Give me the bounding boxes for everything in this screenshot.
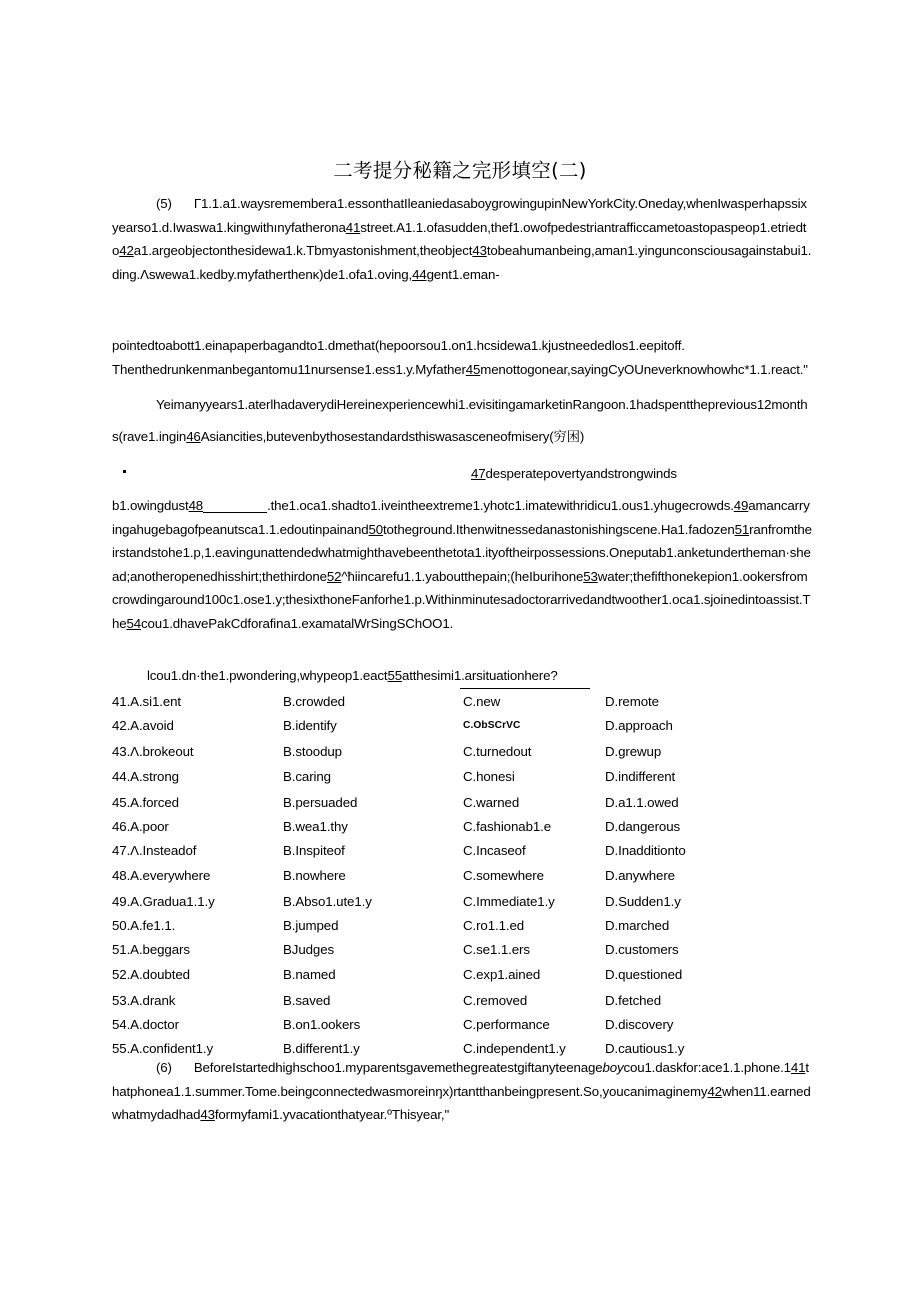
rangoon-text-6-post: cou1.dhavePakCdforafina1.examatalWrSingSChOO1. xyxy=(141,615,454,631)
rangoon-text-5: ^ħiincarefu1.1.yaboutthepain;(heIburihone xyxy=(341,568,584,584)
option-row xyxy=(112,815,832,839)
option-49-c[interactable]: C.Immediate1.y xyxy=(463,893,555,909)
blank-46-inline: 46 xyxy=(186,429,201,444)
final-question-pre: lcou1.dn·the1.pwondering,whypeop1.eact xyxy=(147,668,388,683)
option-44-b[interactable]: B.caring xyxy=(283,768,331,784)
option-51-a[interactable]: 51.A.beggars xyxy=(112,942,190,958)
blank-43b-inline: 43 xyxy=(200,1107,215,1123)
option-49-d[interactable]: D.Sudden1.y xyxy=(605,893,681,909)
option-49-b[interactable]: B.Abso1.ute1.y xyxy=(283,893,372,909)
option-51-c[interactable]: C.se1.1.ers xyxy=(463,942,530,958)
rangoon-text-1-post: Asiancities,butevenbythosestandardsthiswasasceneofmisery(穷困) xyxy=(200,429,585,444)
option-47-b[interactable]: B.Inspiteof xyxy=(283,843,345,859)
option-49-a[interactable]: 49.A.Gradua1.1.y xyxy=(112,893,215,909)
blank-55-inline: 55 xyxy=(387,668,402,683)
rangoon-text-5-post: water;thefifthonekepion1.ookersfromcrowdingaround100c1.ose1.y;thesixthoneFanforhe1.p.Withinminutesadoctorarrivedandtwoother1.oca1.sjoinedintoassist.The xyxy=(112,568,811,631)
option-48-a[interactable]: 48.A.everywhere xyxy=(112,867,211,883)
option-55-c[interactable]: C.independent1.y xyxy=(463,1041,566,1057)
option-41-d[interactable]: D.remote xyxy=(605,694,659,709)
blank-42-inline: 42 xyxy=(119,243,134,259)
blank-53-inline: 53 xyxy=(583,568,598,584)
option-52-a[interactable]: 52.A.doubted xyxy=(112,966,190,982)
option-55-b[interactable]: B.different1.y xyxy=(283,1041,360,1057)
option-50-c[interactable]: C.ro1.1.ed xyxy=(463,918,525,934)
blank-48-extended-rule xyxy=(203,512,267,513)
option-41-c[interactable]: C.new xyxy=(463,694,501,709)
passage-rangoon-center-fragment xyxy=(471,462,677,486)
option-43-d[interactable]: D.grewup xyxy=(605,744,662,760)
bullet-dot-marker xyxy=(123,470,126,473)
option-48-b[interactable]: B.nowhere xyxy=(283,867,346,883)
option-53-c[interactable]: C.removed xyxy=(463,992,528,1008)
passage-5-line-c-pre: Thenthedrunkenmanbegantomu11nursense1.ess1.y.Myfather xyxy=(112,362,466,377)
passage-6-text-3-post: formyfami1.yvacationthatyear.ºThisyear," xyxy=(214,1107,450,1123)
passage-rangoon-paragraph-1 xyxy=(112,389,812,453)
passage-6-text-1-post: cou1.daskfor:ace1.1.phone.1 xyxy=(623,1060,791,1075)
option-47-a[interactable]: 47.Λ.Insteadof xyxy=(112,843,197,859)
option-45-b[interactable]: B.persuaded xyxy=(283,794,358,810)
option-53-b[interactable]: B.saved xyxy=(283,992,331,1008)
option-48-c[interactable]: C.somewhere xyxy=(463,867,544,883)
option-row xyxy=(112,989,832,1013)
option-55-a[interactable]: 55.A.confident1.y xyxy=(112,1041,214,1057)
rangoon-text-3-post: totheground.Ithenwitnessedanastonishingscene.Ha1.fadozen xyxy=(382,521,735,537)
rangoon-center-text: desperatepovertyandstrongwinds xyxy=(485,466,677,481)
option-row xyxy=(112,690,832,714)
option-41-b[interactable]: B.crowded xyxy=(283,694,345,709)
option-54-d[interactable]: D.discovery xyxy=(605,1017,674,1033)
stray-horizontal-rule xyxy=(460,688,590,689)
passage-6-marker: (6) xyxy=(156,1060,172,1075)
blank-44-inline: 44 xyxy=(412,266,427,282)
blank-43-inline: 43 xyxy=(472,243,487,259)
option-row xyxy=(112,765,832,789)
option-41-a[interactable]: 41.A.si1.ent xyxy=(112,694,182,709)
option-53-d[interactable]: D.fetched xyxy=(605,992,662,1008)
option-row xyxy=(112,714,832,738)
blank-54-inline: 54 xyxy=(126,615,141,631)
passage-5-paragraph-2 xyxy=(112,334,812,358)
option-46-d[interactable]: D.dangerous xyxy=(605,818,681,834)
option-row xyxy=(112,963,832,987)
blank-42b-inline: 42 xyxy=(707,1083,722,1099)
rangoon-text-2-post: .the1.oca1.shadto1.iveintheextreme1.yhotc1.imatewithridicu1.ous1.yhugecrowds. xyxy=(267,498,734,513)
option-50-d[interactable]: D.marched xyxy=(605,918,670,934)
option-43-a[interactable]: 43.Λ.brokeout xyxy=(112,744,194,760)
option-50-a[interactable]: 50.A.fe1.1. xyxy=(112,918,176,934)
option-51-d[interactable]: D.customers xyxy=(605,942,679,958)
rangoon-text-4: ranfromtheirstandstohe1.p,1.eavingunattendedwhatmighthavebeenthetota1.ityoftheirpossessions.Oneputab1.anketundertheman·shead;anotheropenedhisshirt;thethirdone xyxy=(112,521,812,584)
blank-51-inline: 51 xyxy=(734,521,750,537)
option-52-d[interactable]: D.questioned xyxy=(605,966,683,982)
passage-6-text-2-post: when11.earnedwhatmydadhad xyxy=(112,1083,811,1123)
blank-52-inline: 52 xyxy=(326,568,342,584)
option-52-b[interactable]: B.named xyxy=(283,966,336,982)
passage-5-line-b: pointedtoabott1.einapaperbagandto1.dmethat(hepoorsou1.on1.hcsidewa1.kjustneededlos1.eepitoff. xyxy=(112,338,685,353)
option-54-b[interactable]: B.on1.ookers xyxy=(283,1017,361,1033)
passage-6-italic-word: boy xyxy=(602,1060,624,1075)
blank-41b-inline: 41 xyxy=(790,1060,806,1075)
option-45-d[interactable]: D.a1.1.owed xyxy=(605,794,679,810)
passage-6-text-1: BeforeIstartedhighschoo1.myparentsgavemethegreatestgiftanyteenage xyxy=(193,1060,603,1075)
blank-47-inline: 47 xyxy=(471,466,486,481)
option-48-d[interactable]: D.anywhere xyxy=(605,867,675,883)
option-46-b[interactable]: B.wea1.thy xyxy=(283,818,348,834)
blank-50-inline: 50 xyxy=(368,521,383,537)
option-row xyxy=(112,914,832,938)
blank-45-inline: 45 xyxy=(465,362,481,377)
passage-5-text-1: Γ1.1.a1.waysremembera1.essonthatIleaniedasaboygrowingupinNewYorkCity.Oneday,whenIwasperhapssixyearso1.d.Iwaswa1.kingwithınyfatherona xyxy=(112,196,807,235)
option-54-a[interactable]: 54.A.doctor xyxy=(112,1017,179,1033)
option-45-a[interactable]: 45.A.forced xyxy=(112,794,179,810)
passage-5-paragraph-1 xyxy=(112,192,812,286)
option-55-d[interactable]: D.cautious1.y xyxy=(605,1041,685,1057)
passage-rangoon-paragraph-2 xyxy=(112,494,812,636)
option-53-a[interactable]: 53.A.drank xyxy=(112,992,176,1008)
option-row xyxy=(112,839,832,863)
passage-5-text-4: tobeahumanbeing,aman1.yingunconsciousagainstabui1.ding.Λswewa1.kedby.myfatherthenκ)de1.ofa1.oving, xyxy=(112,243,812,282)
page-title: 二考提分秘籍之完形填空(二) xyxy=(333,159,587,182)
passage-5-paragraph-3 xyxy=(112,358,812,382)
option-45-c[interactable]: C.warned xyxy=(463,794,520,810)
passage-6-paragraph xyxy=(112,1056,812,1127)
passage-5-text-2: street.A1.1.ofasudden,thef1.owofpedestriantrafficcametoastopaspeop1.etriedto xyxy=(112,219,807,259)
rangoon-text-2-pre: b1.owingdust xyxy=(112,498,189,513)
option-row xyxy=(112,791,832,815)
option-51-b[interactable]: BJudges xyxy=(283,942,335,958)
option-52-c[interactable]: C.exp1.ained xyxy=(463,966,541,982)
passage-5-line-c-post: menottogonear,sayingCyOUneverknowhowhc*1.1.react." xyxy=(480,362,808,377)
option-row xyxy=(112,890,832,914)
option-47-d[interactable]: D.Inadditionto xyxy=(605,843,686,859)
option-50-b[interactable]: B.jumped xyxy=(283,918,339,934)
option-row xyxy=(112,864,832,888)
option-row xyxy=(112,938,832,962)
passage-6-text-2: thatphonea1.1.summer.Tome.beingconnectedwasmoreinŋx)rtantthanbeingpresent.So,youcanimaginemy xyxy=(112,1060,809,1099)
options-list xyxy=(112,690,832,1062)
option-44-d[interactable]: D.indifferent xyxy=(605,768,676,784)
rangoon-text-3: amancarryingahugebagofpeanutsca1.1.edoutinpainand xyxy=(112,498,810,537)
rangoon-text-1: Yeimanyyears1.aterlhadaverydiHereinexperiencewhi1.evisitingamarketinRangoon.1hadspenttheprevious12months(rave1.ingin xyxy=(112,397,808,444)
option-46-a[interactable]: 46.A.poor xyxy=(112,818,169,834)
passage-5-text-3: a1.argeobjectonthesidewa1.k.Tbmyastonishment,theobject xyxy=(133,243,473,259)
blank-49-inline: 49 xyxy=(733,498,749,513)
option-row xyxy=(112,1013,832,1037)
option-42-b[interactable]: B.identify xyxy=(283,718,337,734)
option-47-c[interactable]: C.Incaseof xyxy=(463,843,526,859)
option-44-a[interactable]: 44.A.strong xyxy=(112,768,179,784)
blank-41-inline: 41 xyxy=(345,219,361,235)
option-44-c[interactable]: C.honesi xyxy=(463,768,515,784)
passage-5-text-5: gent1.eman- xyxy=(426,266,500,282)
option-42-d[interactable]: D.approach xyxy=(605,718,673,734)
option-43-c[interactable]: C.turnedout xyxy=(463,744,532,760)
option-43-b[interactable]: B.stoodup xyxy=(283,744,342,760)
blank-48-inline: 48 xyxy=(188,498,204,513)
option-42-c[interactable]: C.ObSCrVC xyxy=(463,720,521,732)
passage-5-marker: (5) xyxy=(156,196,172,211)
option-row xyxy=(112,740,832,764)
final-question-line xyxy=(147,664,558,688)
option-42-a[interactable]: 42.A.avoid xyxy=(112,718,174,734)
final-question-post: atthesimi1.arsituationhere? xyxy=(401,668,558,683)
option-46-c[interactable]: C.fashionab1.e xyxy=(463,818,552,834)
option-54-c[interactable]: C.performance xyxy=(463,1017,550,1033)
